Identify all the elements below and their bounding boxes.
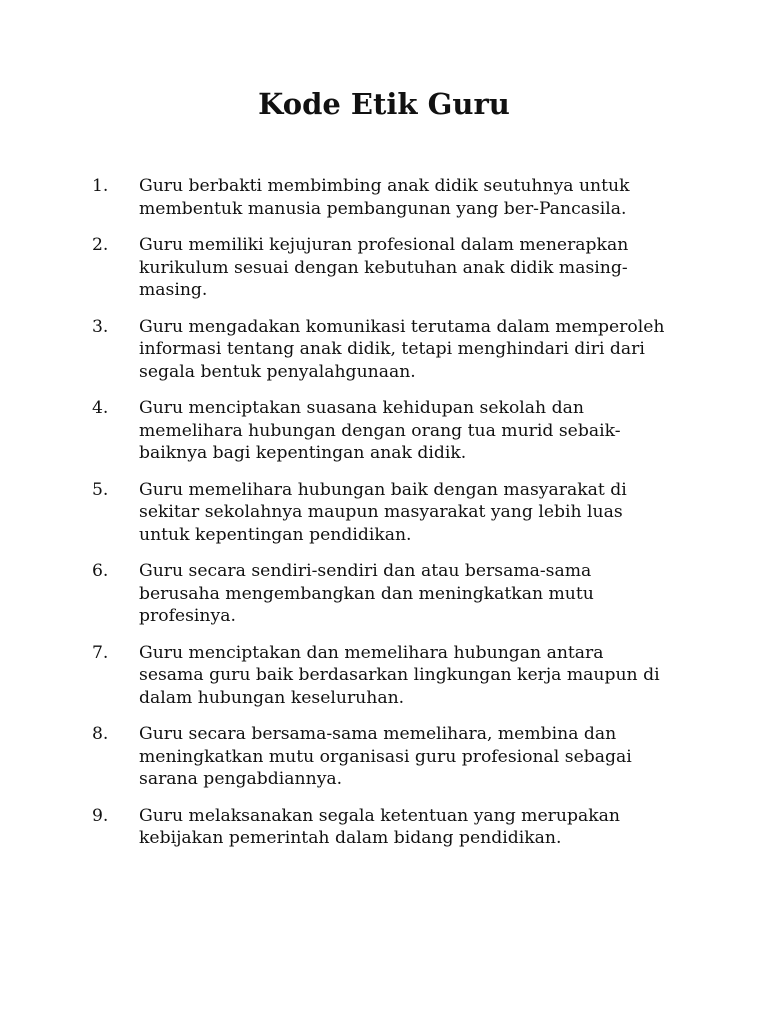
- list-item-number: 1.: [92, 176, 109, 196]
- list-item-text: Guru memelihara hubungan baik dengan masyarakat di sekitar sekolahnya maupun masyarakat yang lebih luas untuk kepentingan pendidikan.: [139, 479, 627, 545]
- list-item-text: Guru berbakti membimbing anak didik seutuhnya untuk membentuk manusia pembangunan yang ber-Pancasila.: [139, 176, 630, 219]
- list-item-number: 2.: [92, 235, 109, 255]
- list-item: [92, 805, 672, 850]
- list-item: [92, 234, 672, 302]
- list-item: [92, 560, 672, 628]
- list-item: [92, 316, 672, 384]
- list-item-text: Guru secara sendiri-sendiri dan atau bersama-sama berusaha mengembangkan dan meningkatkan mutu profesinya.: [139, 561, 594, 626]
- list-item-number: 8.: [92, 724, 109, 744]
- list-item-text: Guru menciptakan dan memelihara hubungan antara sesama guru baik berdasarkan lingkungan kerja maupun di dalam hubungan keseluruhan.: [139, 642, 660, 708]
- list-item-number: 3.: [92, 316, 109, 337]
- list-item-text: Guru memiliki kejujuran profesional dalam menerapkan kurikulum sesuai dengan kebutuhan anak didik masing-masing.: [139, 235, 629, 300]
- list-item: [92, 479, 672, 547]
- list-item-number: 5.: [92, 479, 109, 500]
- list-item-text: Guru menciptakan suasana kehidupan sekolah dan memelihara hubungan dengan orang tua murid sebaik-baiknya bagi kepentingan anak didik.: [139, 398, 621, 463]
- list-item-number: 6.: [92, 561, 109, 581]
- page-title: Kode Etik Guru: [258, 87, 510, 121]
- list-item: [92, 642, 672, 710]
- list-item-text: Guru mengadakan komunikasi terutama dalam memperoleh informasi tentang anak didik, tetapi menghindari diri dari segala bentuk penyalahgunaan.: [139, 316, 665, 382]
- list-item-number: 4.: [92, 398, 109, 418]
- list-item: [92, 723, 672, 791]
- list-item-text: Guru melaksanakan segala ketentuan yang merupakan kebijakan pemerintah dalam bidang pendidikan.: [139, 805, 620, 848]
- code-of-ethics-list: [92, 175, 672, 864]
- list-item-number: 9.: [92, 805, 109, 826]
- list-item-text: Guru secara bersama-sama memelihara, membina dan meningkatkan mutu organisasi guru profesional sebagai sarana pengabdiannya.: [139, 724, 632, 789]
- list-item-number: 7.: [92, 642, 109, 663]
- list-item: [92, 175, 672, 220]
- list-item: [92, 397, 672, 465]
